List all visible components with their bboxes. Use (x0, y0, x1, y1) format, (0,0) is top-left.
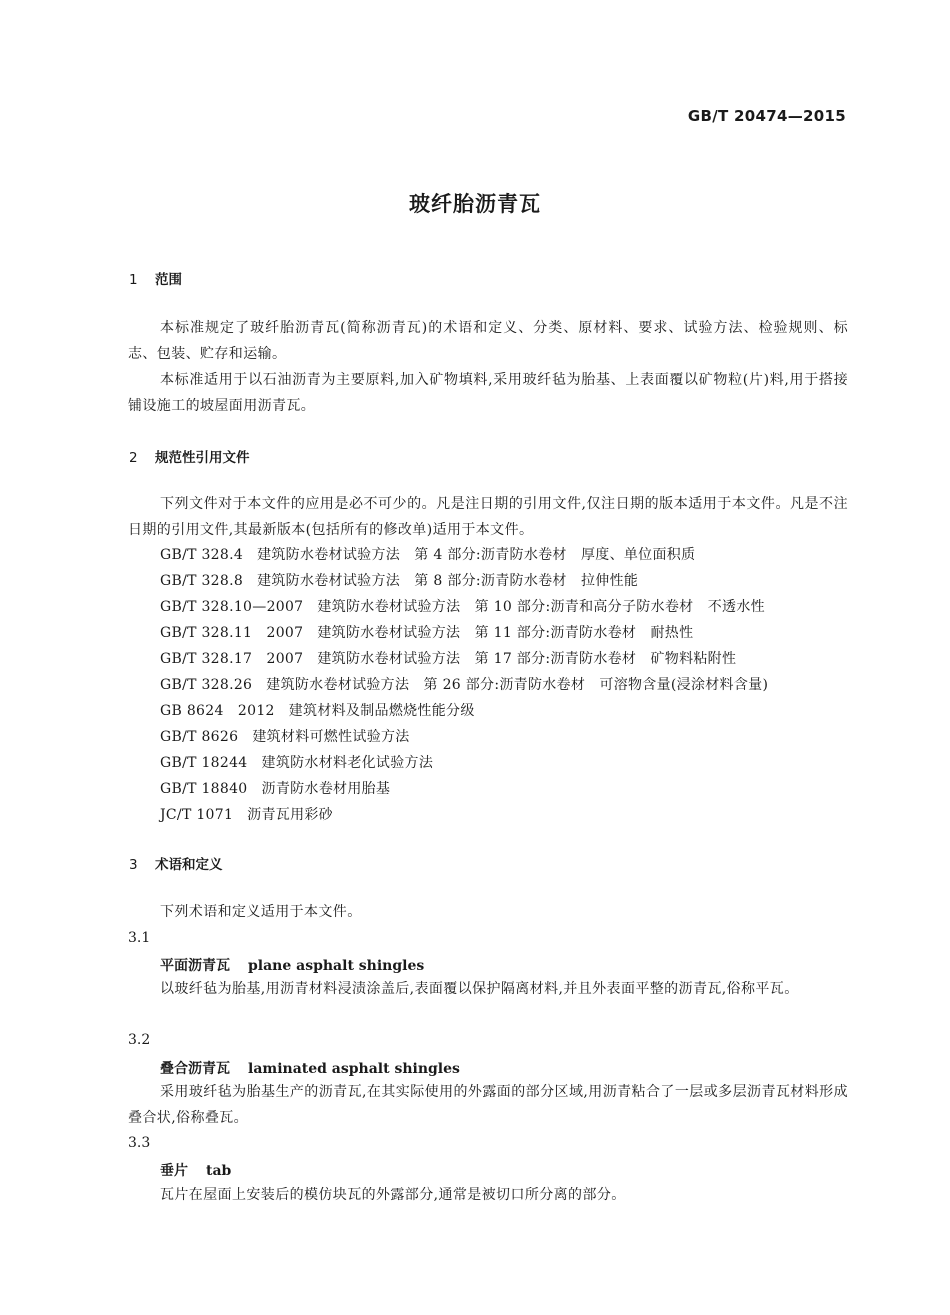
reference-item (160, 750, 768, 776)
section-2-intro: 下列文件对于本文件的应用是必不可少的。凡是注日期的引用文件,仅注日期的版本适用于本文件。凡是不注日期的引用文件,其最新版本(包括所有的修改单)适用于本文件。 (128, 496, 848, 538)
reference-item (160, 698, 768, 724)
reference-item (160, 776, 768, 802)
term-chinese: 垂片 (160, 1163, 188, 1179)
term-number: 3.3 (128, 1135, 151, 1151)
reference-title: 建筑防水卷材试验方法 第 10 部分:沥青和高分子防水卷材 不透水性 (317, 599, 765, 615)
section-number: 3 (129, 857, 138, 873)
section-1-paragraph-2: 本标准适用于以石油沥青为主要原料,加入矿物填料,采用玻纤毡为胎基、上表面覆以矿物粒(片)料,用于搭接铺设施工的坡屋面用沥青瓦。 (128, 372, 848, 414)
reference-code: GB/T 328.17 2007 (160, 651, 304, 667)
reference-code: GB/T 328.8 (160, 573, 244, 589)
reference-code: GB/T 328.10—2007 (160, 599, 304, 615)
reference-item (160, 724, 768, 750)
term-number: 3.2 (128, 1032, 151, 1048)
document-title: 玻纤胎沥青瓦 (409, 192, 541, 216)
reference-list (160, 542, 768, 828)
reference-code: GB/T 328.11 2007 (160, 625, 304, 641)
term-number: 3.1 (128, 930, 151, 946)
reference-title: 建筑防水卷材试验方法 第 11 部分:沥青防水卷材 耐热性 (317, 625, 694, 641)
reference-code: GB/T 8626 (160, 729, 239, 745)
section-3-heading (129, 853, 223, 873)
section-number: 2 (129, 450, 138, 466)
reference-item (160, 620, 768, 646)
standard-code: GB/T 20474—2015 (687, 107, 846, 125)
term-chinese: 叠合沥青瓦 (160, 1061, 230, 1077)
reference-item (160, 542, 768, 568)
reference-title: 建筑防水卷材试验方法 第 26 部分:沥青防水卷材 可溶物含量(浸涂材料含量) (266, 677, 769, 693)
section-title: 术语和定义 (155, 857, 223, 873)
reference-item (160, 568, 768, 594)
reference-title: 沥青瓦用彩砂 (247, 807, 333, 823)
term-heading (160, 955, 424, 975)
reference-item (160, 646, 768, 672)
reference-title: 沥青防水卷材用胎基 (261, 781, 391, 797)
reference-title: 建筑防水材料老化试验方法 (261, 755, 434, 771)
reference-title: 建筑防水卷材试验方法 第 4 部分:沥青防水卷材 厚度、单位面积质 (257, 547, 696, 563)
term-definition: 以玻纤毡为胎基,用沥青材料浸渍涂盖后,表面覆以保护隔离材料,并且外表面平整的沥青瓦,俗称平瓦。 (160, 981, 799, 997)
term-english: tab (206, 1163, 232, 1179)
term-heading (160, 1160, 231, 1180)
reference-title: 建筑防水卷材试验方法 第 17 部分:沥青防水卷材 矿物料粘附性 (317, 651, 737, 667)
term-chinese: 平面沥青瓦 (160, 958, 230, 974)
section-3-intro: 下列术语和定义适用于本文件。 (160, 904, 362, 920)
section-number: 1 (129, 272, 138, 288)
term-definition: 采用玻纤毡为胎基生产的沥青瓦,在其实际使用的外露面的部分区域,用沥青粘合了一层或多层沥青瓦材料形成叠合状,俗称叠瓦。 (128, 1084, 848, 1126)
section-title: 范围 (155, 272, 182, 288)
reference-item (160, 594, 768, 620)
term-definition: 瓦片在屋面上安装后的模仿块瓦的外露部分,通常是被切口所分离的部分。 (160, 1187, 626, 1203)
reference-item (160, 802, 768, 828)
reference-code: GB/T 328.4 (160, 547, 244, 563)
reference-code: GB/T 18244 (160, 755, 248, 771)
section-1-heading (129, 268, 182, 288)
section-2-heading (129, 446, 250, 466)
section-1-paragraph-1: 本标准规定了玻纤胎沥青瓦(简称沥青瓦)的术语和定义、分类、原材料、要求、试验方法、检验规则、标志、包装、贮存和运输。 (128, 320, 848, 362)
reference-title: 建筑材料可燃性试验方法 (252, 729, 410, 745)
reference-title: 建筑防水卷材试验方法 第 8 部分:沥青防水卷材 拉伸性能 (257, 573, 639, 589)
term-english: plane asphalt shingles (248, 958, 425, 974)
reference-code: GB 8624 2012 (160, 703, 275, 719)
reference-code: GB/T 18840 (160, 781, 248, 797)
term-heading (160, 1058, 460, 1078)
reference-code: JC/T 1071 (160, 807, 234, 823)
reference-item (160, 672, 768, 698)
reference-title: 建筑材料及制品燃烧性能分级 (288, 703, 475, 719)
reference-code: GB/T 328.26 (160, 677, 253, 693)
section-title: 规范性引用文件 (155, 450, 250, 466)
term-english: laminated asphalt shingles (248, 1061, 460, 1077)
